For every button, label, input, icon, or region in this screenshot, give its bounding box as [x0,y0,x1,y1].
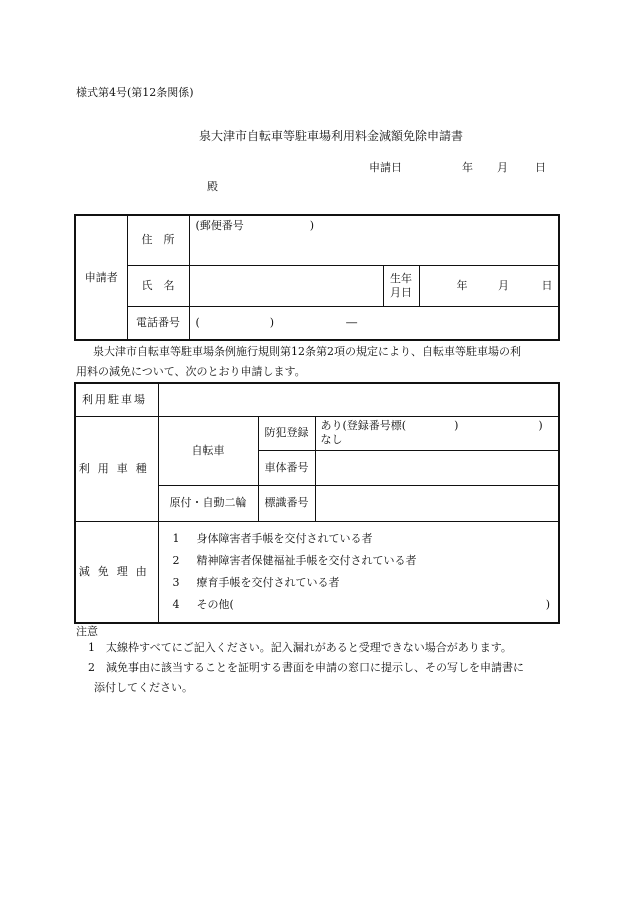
reason-item[interactable]: 4 その他( ) [172,597,550,611]
name-label: 氏 名 [127,265,189,306]
statement-line-2: 用料の減免について、次のとおり申請します。 [76,365,306,378]
note-item: 1 太線枠すべてにご記入ください。記入漏れがあると受理できない場合があります。 [88,641,512,654]
form-number: 様式第4号(第12条関係) [76,86,194,99]
applicant-header: 申請者 [75,215,127,340]
date-day: 日 [535,161,546,174]
phone-label: 電話番号 [127,306,189,340]
crime-prevention-field[interactable]: あり(登録番号標( ) ) なし [315,416,559,450]
note-item: 2 減免事由に該当することを証明する書面を申請の窓口に提示し、その写しを申請書に 添付してください。 [88,661,524,694]
parking-field[interactable] [158,383,559,416]
frame-number-label: 車体番号 [258,450,315,485]
address-label: 住 所 [127,215,189,265]
reason-label: 減免理由 [75,521,158,623]
reason-item[interactable]: 3 療育手帳を交付されている者 [172,575,340,589]
usage-table [74,382,560,624]
plate-label: 標識番号 [258,485,315,521]
frame-number-field[interactable] [315,450,559,485]
postal-code-label: (郵便番号 ) [195,219,315,232]
name-field[interactable] [189,265,383,306]
reason-item[interactable]: 2 精神障害者保健福祉手帳を交付されている者 [172,553,417,567]
birth-date-field[interactable]: 年 月 日 [419,265,559,306]
date-label: 申請日 [369,161,402,174]
reason-item[interactable]: 1 身体障害者手帳を交付されている者 [172,531,373,545]
date-month: 月 [497,161,508,174]
date-year: 年 [462,161,473,174]
notes-heading: 注意 [76,625,98,638]
applicant-table [74,214,560,341]
parking-label: 利用駐車場 [75,383,158,416]
statement-line-1: 泉大津市自転車等駐車場条例施行規則第12条第2項の規定により、自転車等駐車場の利 [93,345,521,358]
plate-field[interactable] [315,485,559,521]
motor-label: 原付・自動二輪 [158,485,258,521]
addressee-suffix: 殿 [207,180,218,193]
address-field[interactable] [189,215,559,265]
page-title: 泉大津市自転車等駐車場利用料金減額免除申請書 [199,129,464,143]
reason-options[interactable] [158,521,559,623]
bicycle-label: 自転車 [158,416,258,485]
crime-prevention-label: 防犯登録 [258,416,315,450]
phone-field[interactable]: ( ) ― [189,306,559,340]
vehicle-type-label: 利用車種 [75,416,158,521]
birth-label: 生年 月日 [383,265,419,306]
